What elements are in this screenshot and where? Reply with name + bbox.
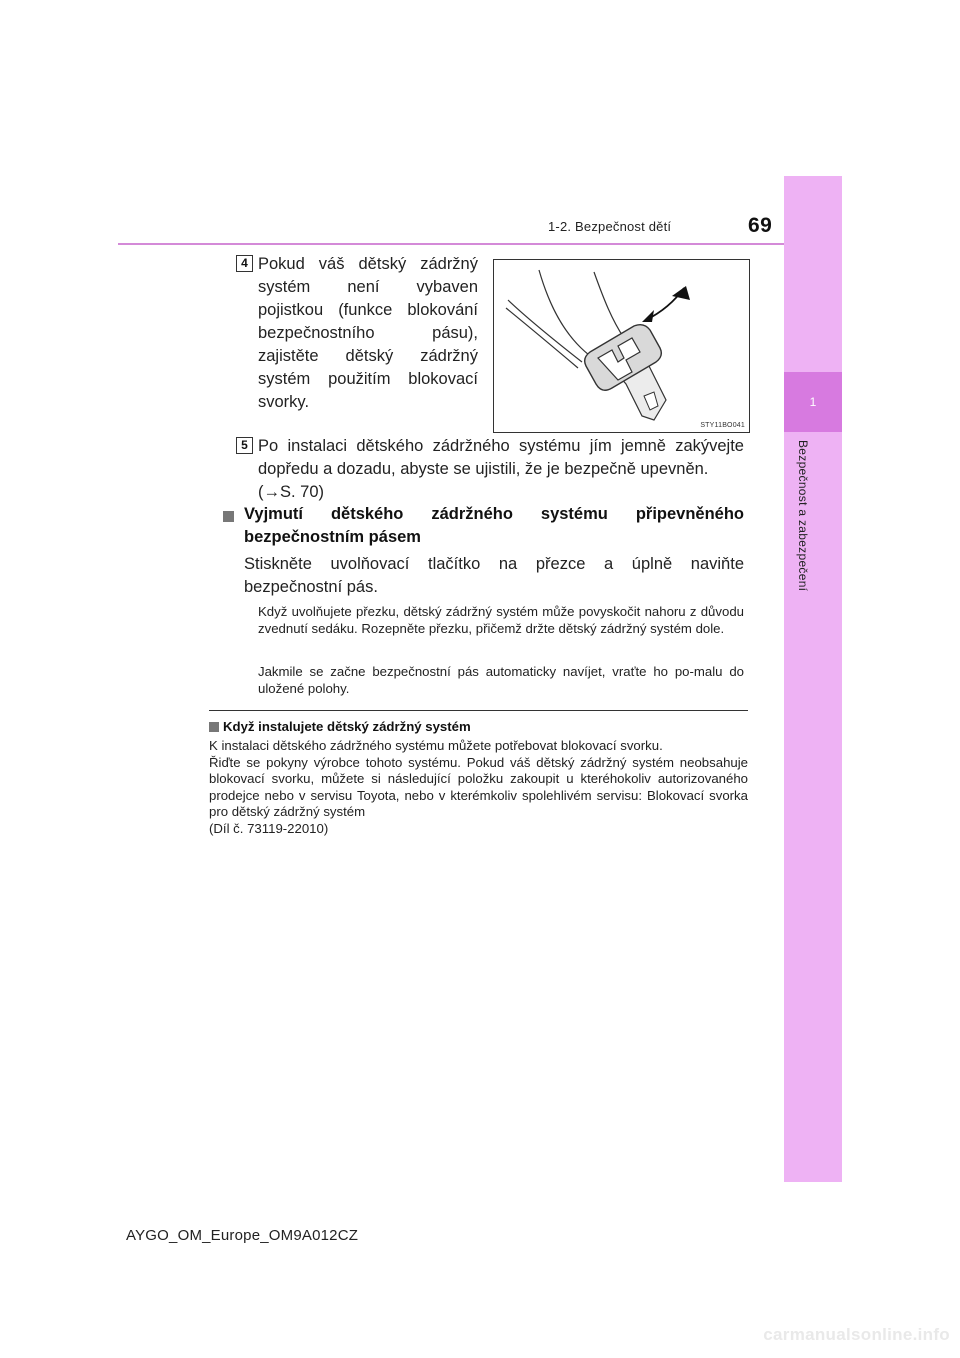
figure-code: STY11BO041 — [700, 422, 745, 429]
watermark: carmanualsonline.info — [763, 1325, 950, 1344]
removal-note-2: Jakmile se začne bezpečnostní pás automaticky navíjet, vraťte ho po-malu do uložené polohy. — [258, 664, 744, 696]
info-title: Když instalujete dětský zádržný systém — [223, 719, 471, 734]
removal-note-1: Když uvolňujete přezku, dětský zádržný systém může povyskočit nahoru z důvodu zvednutí sedáku. Rozepněte přezku, přičemž držte dětský zádržný systém dole. — [258, 604, 744, 636]
chapter-number: 1 — [809, 395, 817, 409]
seatbelt-clip-figure — [493, 259, 750, 433]
step-5-page-reference: (→S. 70) — [258, 483, 325, 501]
section-header: 1-2. Bezpečnost dětí — [548, 219, 672, 234]
info-body — [209, 738, 748, 838]
page-number: 69 — [748, 214, 773, 237]
section-divider — [209, 710, 748, 711]
heading-square-marker — [223, 511, 234, 522]
step-5-text — [258, 435, 744, 504]
seatbelt-locking-clip-illustration — [494, 260, 749, 432]
removal-heading: Vyjmutí dětského zádržného systému připevněného bezpečnostním pásem — [244, 505, 744, 546]
info-line-2: Řiďte se pokyny výrobce tohoto systému. Pokud váš dětský zádržný systém neobsahuje blokovací svorku, můžete si následující položku zakoupit u kteréhokoliv autorizovaného prodejce nebo v servisu Toyota, nebo v kterémkoliv spolehlivém servisu: Blokovací svorka pro dětský zádržný systém — [209, 754, 748, 820]
info-square-marker — [209, 722, 219, 732]
info-line-3: (Díl č. 73119-22010) — [209, 820, 329, 836]
header-rule — [118, 243, 784, 245]
document-id: AYGO_OM_Europe_OM9A012CZ — [126, 1227, 359, 1244]
chapter-number-tab — [784, 372, 842, 432]
info-line-1: K instalaci dětského zádržného systému můžete potřebovat blokovací svorku. — [209, 738, 663, 753]
chapter-label: Bezpečnost a zabezpečení — [796, 440, 810, 592]
step-number-5: 5 — [236, 437, 253, 454]
step-4-text: Pokud váš dětský zádržný systém není vybaven pojistkou (funkce blokování bezpečnostního pásu), zajistěte dětský zádržný systém použitím blokovací svorky. — [258, 255, 478, 411]
step-5-body: Po instalaci dětského zádržného systému jím jemně zakývejte dopředu a dozadu, abyste se ujistili, že je bezpečně upevněn. — [258, 437, 744, 478]
step-number-4: 4 — [236, 255, 253, 272]
removal-body: Stiskněte uvolňovací tlačítko na přezce a úplně naviňte bezpečnostní pás. — [244, 555, 744, 596]
chapter-side-tab — [784, 176, 842, 1182]
